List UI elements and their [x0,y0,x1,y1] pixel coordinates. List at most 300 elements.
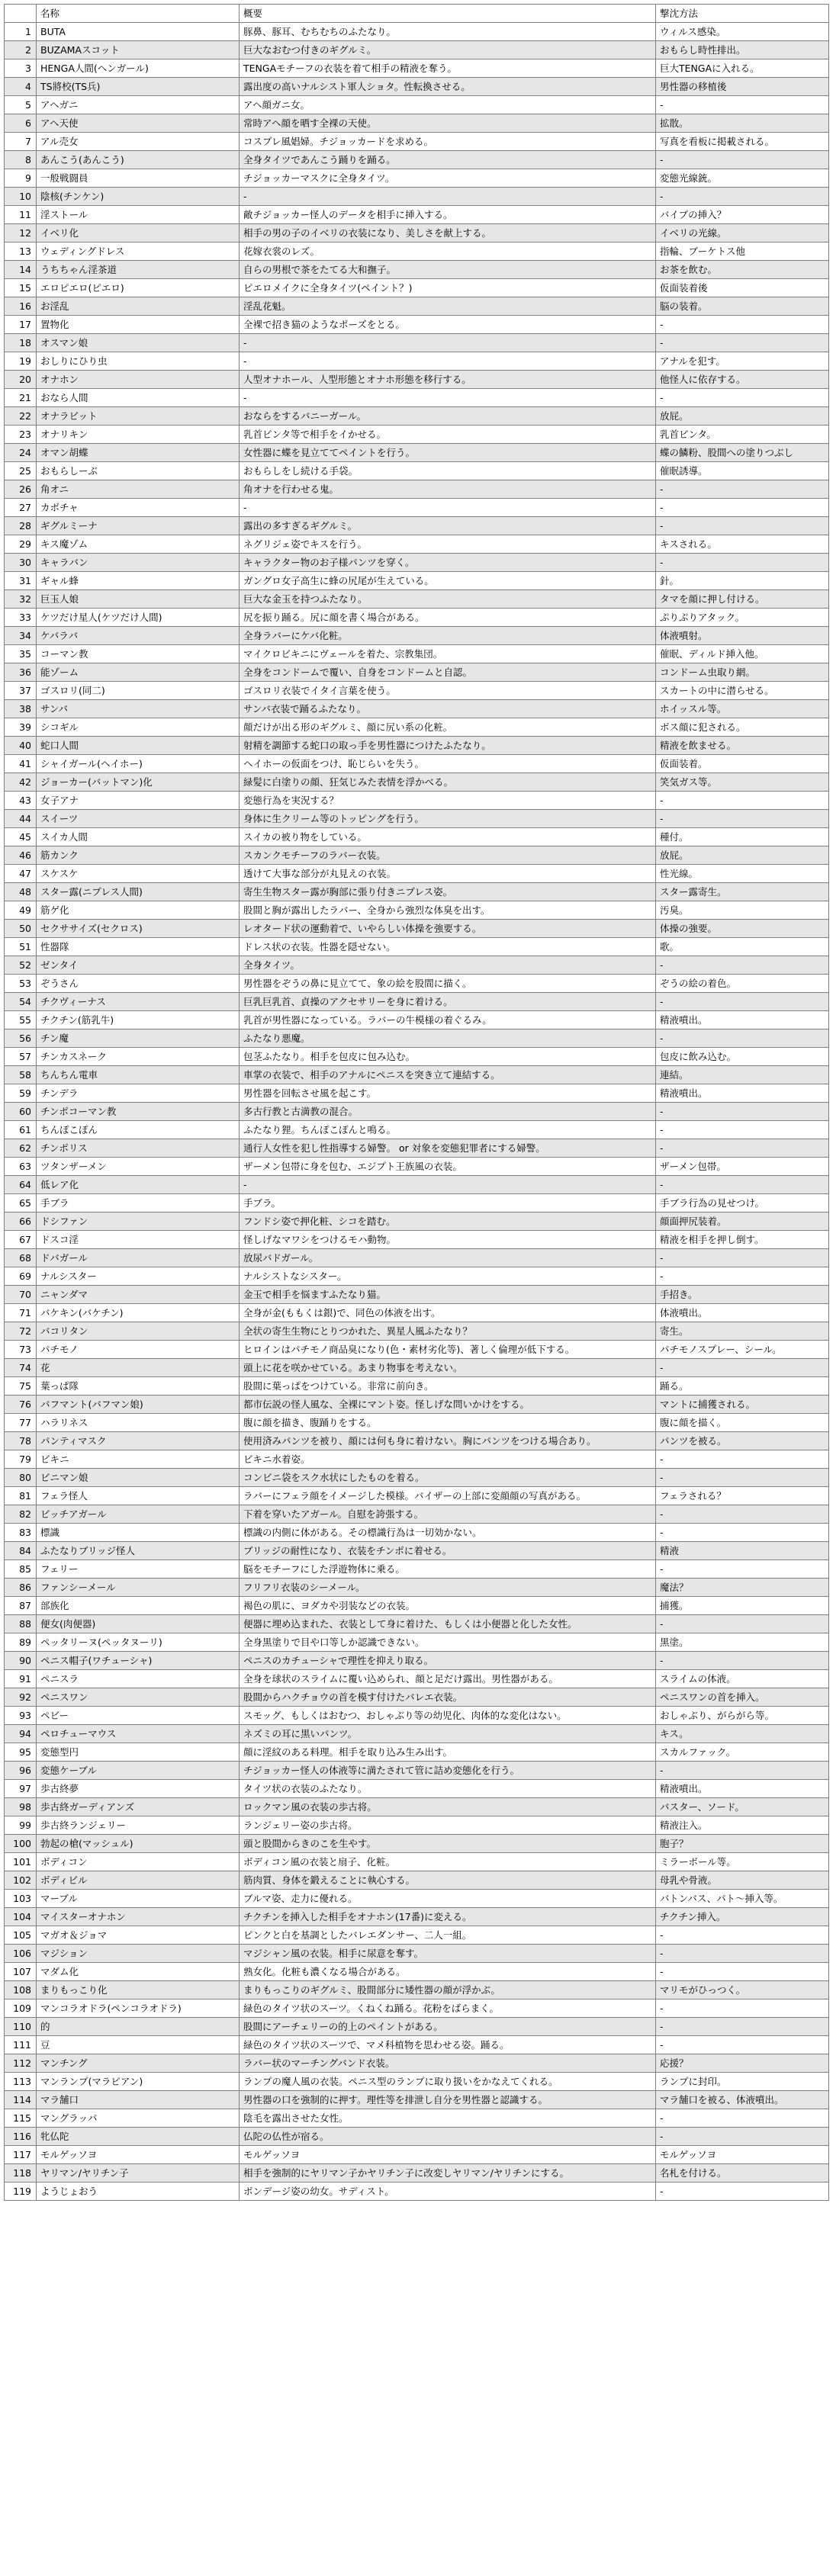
table-row [5,1780,829,1798]
row-number: 42 [5,773,37,792]
row-name: ケバラバ [37,627,240,645]
row-method: 汚臭。 [656,901,829,920]
row-summary: モルゲッソヨ [240,2146,656,2164]
row-method: スター露寄生。 [656,883,829,901]
row-summary: 都市伝説の怪人風な、全裸にマント姿。怪しげな問いかけをする。 [240,1396,656,1414]
table-row [5,243,829,261]
row-method: 放屁。 [656,846,829,865]
row-method: イベリの光線。 [656,224,829,243]
row-name: 置物化 [37,316,240,334]
row-summary: フンドシ姿で押化粧、シコを踏む。 [240,1213,656,1231]
table-row [5,1048,829,1066]
row-number: 4 [5,78,37,96]
row-number: 91 [5,1670,37,1688]
table-row [5,1029,829,1048]
row-number: 72 [5,1322,37,1341]
row-summary: 全身ラバーにケバ化粧。 [240,627,656,645]
table-row [5,334,829,352]
row-number: 31 [5,572,37,590]
row-number: 73 [5,1341,37,1359]
row-method: 笑気ガス等。 [656,773,829,792]
row-number: 45 [5,828,37,846]
row-name: ぞうさん [37,975,240,993]
row-name: BUZAMAスコット [37,41,240,59]
row-number: 95 [5,1743,37,1762]
row-method: 指輪、ブーケトス他 [656,243,829,261]
data-table [4,4,829,2201]
row-summary: ナルシストなシスター。 [240,1267,656,1286]
row-number: 88 [5,1615,37,1633]
table-row [5,1176,829,1194]
header-number [5,5,37,23]
row-summary: ラバー状のマーチングバンド衣装。 [240,2054,656,2073]
row-summary: 尻を振り踊る。尻に顔を書く場合がある。 [240,609,656,627]
table-row [5,2146,829,2164]
row-summary: チジョッカーマスクに全身タイツ。 [240,169,656,188]
row-summary: マジシャン風の衣装。相手に尿意を奪す。 [240,1945,656,1963]
table-row [5,1377,829,1396]
row-name: ファンシーメール [37,1579,240,1597]
row-number: 39 [5,718,37,737]
table-row [5,1908,829,1926]
row-method: 精液噴出。 [656,1780,829,1798]
row-method: 精液を相手を押し倒す。 [656,1231,829,1249]
row-summary: 標識の内側に体がある。その標識行為は一切効かない。 [240,1524,656,1542]
row-name: シコギル [37,718,240,737]
row-summary: ネズミの耳に黒いパンツ。 [240,1725,656,1743]
table-row [5,1816,829,1835]
row-number: 51 [5,938,37,956]
table-row [5,572,829,590]
table-row [5,1432,829,1450]
table-row [5,2073,829,2091]
row-summary: 透けて大事な部分が丸見えの衣装。 [240,865,656,883]
row-method: 催眠、ディルド挿入他。 [656,645,829,663]
row-method: スカルファック。 [656,1743,829,1762]
row-number: 71 [5,1304,37,1322]
row-method: - [656,1176,829,1194]
row-method: 巨大TENGAに入れる。 [656,59,829,78]
row-number: 100 [5,1835,37,1853]
table-row [5,1688,829,1707]
row-method: - [656,2128,829,2146]
row-number: 118 [5,2164,37,2183]
row-method: 顔面押尻装着。 [656,1213,829,1231]
table-row [5,1505,829,1524]
row-name: マンチング [37,2054,240,2073]
row-summary: - [240,389,656,407]
row-summary: 多古行教と古満教の混合。 [240,1103,656,1121]
row-method: 精液注入。 [656,1816,829,1835]
row-method: 体液噴射。 [656,627,829,645]
row-summary: 使用済みパンツを被り、顔には何も身に着けない。胸にパンツをつける場合あり。 [240,1432,656,1450]
table-row [5,1670,829,1688]
table-row [5,1286,829,1304]
row-method: 精液 [656,1542,829,1560]
row-number: 61 [5,1121,37,1139]
row-name: ドバガール [37,1249,240,1267]
row-number: 13 [5,243,37,261]
row-name: パンティマスク [37,1432,240,1450]
table-row [5,1743,829,1762]
row-summary: スカンクモチーフのラバー衣装。 [240,846,656,865]
row-method: お茶を飲む。 [656,261,829,279]
row-number: 80 [5,1469,37,1487]
row-summary: 金玉で相手を悩ますふたなり猫。 [240,1286,656,1304]
row-method: - [656,1505,829,1524]
row-name: 手ブラ [37,1194,240,1213]
row-method: アナルを犯す。 [656,352,829,371]
row-number: 83 [5,1524,37,1542]
row-number: 70 [5,1286,37,1304]
row-number: 54 [5,993,37,1011]
row-method: - [656,188,829,206]
row-summary: 褐色の肌に、ヨダカや羽装などの衣装。 [240,1597,656,1615]
row-summary: チクチンを挿入した相手をオナホン(17番)に変える。 [240,1908,656,1926]
row-summary: ネグリジェ姿でキスを行う。 [240,535,656,554]
table-row [5,1652,829,1670]
table-row [5,1213,829,1231]
row-name: 女子アナ [37,792,240,810]
table-row [5,1194,829,1213]
row-method: 胞子？ [656,1835,829,1853]
row-method: - [656,151,829,169]
row-name: チクチン(筋乳牛) [37,1011,240,1029]
table-row [5,371,829,389]
row-name: おなら人間 [37,389,240,407]
row-summary: 寄生生物スター露が胸部に張り付きニプレス姿。 [240,883,656,901]
row-method: 腹に顔を描く。 [656,1414,829,1432]
row-name: オナリキン [37,426,240,444]
table-row [5,1542,829,1560]
row-method: 放屁。 [656,407,829,426]
row-method: - [656,2183,829,2201]
row-method: - [656,1945,829,1963]
row-number: 97 [5,1780,37,1798]
row-summary: 全身タイツ。 [240,956,656,975]
row-number: 75 [5,1377,37,1396]
table-row [5,78,829,96]
row-method: - [656,1652,829,1670]
row-summary: コンビニ袋をスク水状にしたものを着る。 [240,1469,656,1487]
row-number: 33 [5,609,37,627]
table-row [5,261,829,279]
row-summary: 緑色のタイツ状のスーツで、マメ科植物を思わせる姿。踊る。 [240,2036,656,2054]
row-summary: スイカの被り物をしている。 [240,828,656,846]
row-summary: 全身を球状のスライムに覆い込められ、顔と足だけ露出。男性器がある。 [240,1670,656,1688]
row-number: 99 [5,1816,37,1835]
row-name: セクササイズ(セクロス) [37,920,240,938]
row-name: パチモノ [37,1341,240,1359]
table-body [5,23,829,2201]
table-row [5,1414,829,1432]
row-number: 110 [5,2018,37,2036]
row-number: 76 [5,1396,37,1414]
row-number: 78 [5,1432,37,1450]
row-name: 歩古終ランジェリー [37,1816,240,1835]
row-summary: 身体に生クリーム等のトッピングを行う。 [240,810,656,828]
table-row [5,114,829,133]
row-method: - [656,1615,829,1633]
table-row [5,956,829,975]
row-method: - [656,1359,829,1377]
row-number: 20 [5,371,37,389]
spreadsheet [4,4,828,2201]
row-method: バトンバス、パト～挿入等。 [656,1890,829,1908]
row-summary: ボディコン風の衣装と扇子、化粧。 [240,1853,656,1871]
row-summary: 車掌の衣装で、相手のアナルにペニスを突き立て連結する。 [240,1066,656,1084]
row-name: マガオ＆ジョマ [37,1926,240,1945]
table-row [5,1981,829,1999]
row-method: コンドーム虫取り網。 [656,663,829,682]
table-row [5,1707,829,1725]
table-row [5,1579,829,1597]
row-name: スター露(ニプレス人間) [37,883,240,901]
row-method: 脳の装着。 [656,297,829,316]
table-row [5,901,829,920]
row-name: スイーツ [37,810,240,828]
table-row [5,810,829,828]
row-number: 36 [5,663,37,682]
row-method: - [656,1524,829,1542]
row-number: 89 [5,1633,37,1652]
row-name: アヘガニ [37,96,240,114]
row-summary: 全身タイツであんこう踊りを踊る。 [240,151,656,169]
row-name: オマン胡蝶 [37,444,240,462]
row-method: - [656,554,829,572]
table-row [5,1103,829,1121]
row-summary: 全身が金(ももくは銀)で、同色の体液を出す。 [240,1304,656,1322]
row-method: ザーメン包帯。 [656,1158,829,1176]
row-summary: 人型オナホール、人型形態とオナホ形態を移行する。 [240,371,656,389]
row-summary: 角オナを行わせる鬼。 [240,480,656,499]
row-method: ウィルス感染。 [656,23,829,41]
row-number: 34 [5,627,37,645]
row-summary: ふたなり悪魔。 [240,1029,656,1048]
row-summary: ブリッジの耐性になり、衣装をチンポに着せる。 [240,1542,656,1560]
row-name: ヤリマン/ヤリチン子 [37,2164,240,2183]
row-method: 踊る。 [656,1377,829,1396]
row-name: おもらしーぶ [37,462,240,480]
row-summary: 緑髪に白塗りの顔、狂気じみた表情を浮かべる。 [240,773,656,792]
table-row [5,682,829,700]
row-number: 86 [5,1579,37,1597]
row-name: ゼンタイ [37,956,240,975]
row-method: スカートの中に潜らせる。 [656,682,829,700]
row-name: ちんぽこぽん [37,1121,240,1139]
row-name: ボディビル [37,1871,240,1890]
row-number: 35 [5,645,37,663]
row-method: スライムの体液。 [656,1670,829,1688]
row-method: バイブの挿入？ [656,206,829,224]
row-method: 種付。 [656,828,829,846]
row-name: おしりにひり虫 [37,352,240,371]
row-summary: 淫乱花魁。 [240,297,656,316]
row-method: - [656,499,829,517]
row-summary: チジョッカー怪人の体液等に満たされて管に詰め変態化を行う。 [240,1762,656,1780]
row-method: ぞうの絵の着色。 [656,975,829,993]
row-name: ビニマン娘 [37,1469,240,1487]
row-number: 6 [5,114,37,133]
row-method: 体操の強要。 [656,920,829,938]
row-number: 59 [5,1084,37,1103]
table-row [5,462,829,480]
row-name: 性器隊 [37,938,240,956]
row-number: 2 [5,41,37,59]
row-summary: 通行人女性を犯し性指導する婦警。 or 対象を変態犯罪者にする婦警。 [240,1139,656,1158]
row-number: 102 [5,1871,37,1890]
row-summary: 乳首が男性器になっている。ラバーの牛模様の着ぐるみ。 [240,1011,656,1029]
table-row [5,1396,829,1414]
row-number: 30 [5,554,37,572]
row-summary: 包茎ふたなり。相手を包皮に包み込む。 [240,1048,656,1066]
row-name: バコリタン [37,1322,240,1341]
row-method: - [656,1121,829,1139]
row-summary: 仏陀の仏性が宿る。 [240,2128,656,2146]
row-number: 96 [5,1762,37,1780]
row-number: 22 [5,407,37,426]
row-method: 精液を飲ませる。 [656,737,829,755]
table-row [5,206,829,224]
table-row [5,96,829,114]
table-row [5,645,829,663]
row-name: コーマン教 [37,645,240,663]
row-method: パンツを被る。 [656,1432,829,1450]
table-row [5,1304,829,1322]
row-method: キス。 [656,1725,829,1743]
row-name: イベリ化 [37,224,240,243]
row-name: 標識 [37,1524,240,1542]
row-summary: ピエロメイクに全身タイツ(ペイント？) [240,279,656,297]
row-summary: 顔だけが出る形のギグルミ、顔に尻い系の化粧。 [240,718,656,737]
row-name: ようじょおう [37,2183,240,2201]
table-row [5,1322,829,1341]
table-row [5,718,829,737]
row-name: オナホン [37,371,240,389]
row-number: 63 [5,1158,37,1176]
row-summary: - [240,188,656,206]
row-name: キャラバン [37,554,240,572]
table-row [5,352,829,371]
row-name: 筋ゲ化 [37,901,240,920]
row-summary: 巨乳巨乳首、貞操のアクセサリーを身に着ける。 [240,993,656,1011]
row-summary: 放尿バドガール。 [240,1249,656,1267]
row-number: 25 [5,462,37,480]
row-summary: マイクロビキニにヴェールを着た、宗教集団。 [240,645,656,663]
row-name: ペニス帽子(ワチューシャ) [37,1652,240,1670]
row-summary: 緑色のタイツ状のスーツ。くねくね踊る。花粉をばらまく。 [240,1999,656,2018]
row-method: バスター、ソード。 [656,1798,829,1816]
row-summary: ゴスロリ衣装でイタイ言葉を使う。 [240,682,656,700]
table-row [5,41,829,59]
row-name: マーブル [37,1890,240,1908]
row-number: 29 [5,535,37,554]
table-row [5,846,829,865]
row-name: ふたなりブリッジ怪人 [37,1542,240,1560]
row-summary: 巨大な金玉を持つふたなり。 [240,590,656,609]
row-summary: 筋肉質、身体を鍛えることに執心する。 [240,1871,656,1890]
row-name: ギグルミーナ [37,517,240,535]
row-number: 10 [5,188,37,206]
row-name: あんこう(あんこう) [37,151,240,169]
row-name: ギャル蜂 [37,572,240,590]
row-summary: 腹に顔を描き、腹踊りをする。 [240,1414,656,1432]
row-name: チンカスネーク [37,1048,240,1066]
row-number: 93 [5,1707,37,1725]
table-row [5,755,829,773]
row-method: 催眠誘導。 [656,462,829,480]
row-name: マンランプ(マラピアン) [37,2073,240,2091]
table-row [5,535,829,554]
table-row [5,1359,829,1377]
table-row [5,1633,829,1652]
row-method: パチモノスプレー、シール。 [656,1341,829,1359]
row-number: 9 [5,169,37,188]
row-number: 12 [5,224,37,243]
row-summary: 便器に埋め込まれた、衣装として身に着けた、もしくは小便器と化した女性。 [240,1615,656,1633]
row-name: ボディコン [37,1853,240,1871]
row-name: ハラリネス [37,1414,240,1432]
table-row [5,133,829,151]
row-name: 花 [37,1359,240,1377]
row-method: - [656,1450,829,1469]
row-summary: 手ブラ。 [240,1194,656,1213]
row-method: 針。 [656,572,829,590]
table-row [5,1084,829,1103]
row-number: 115 [5,2109,37,2128]
row-summary: 射精を調節する蛇口の取っ手を男性器につけたふたなり。 [240,737,656,755]
row-method: - [656,1249,829,1267]
row-name: 牝仏陀 [37,2128,240,2146]
table-row [5,1999,829,2018]
row-name: ニャンダマ [37,1286,240,1304]
row-name: BUTA [37,23,240,41]
row-method: おもらし時性排出。 [656,41,829,59]
table-row [5,2183,829,2201]
row-method: ボス顔に犯される。 [656,718,829,737]
table-row [5,1871,829,1890]
row-method: フェラされる？ [656,1487,829,1505]
table-row [5,1121,829,1139]
row-summary: おもらしをし続ける手袋。 [240,462,656,480]
row-method: 性光線。 [656,865,829,883]
row-method: マントに捕獲される。 [656,1396,829,1414]
row-summary: コスプレ風娼婦。チジョッカードを求める。 [240,133,656,151]
row-name: アル売女 [37,133,240,151]
row-name: 変態ケーブル [37,1762,240,1780]
table-row [5,1469,829,1487]
row-number: 18 [5,334,37,352]
row-method: 黒塗。 [656,1633,829,1652]
row-number: 27 [5,499,37,517]
row-number: 11 [5,206,37,224]
row-method: - [656,1999,829,2018]
row-method: ぷりぷりアタック。 [656,609,829,627]
row-name: ビッチアガール [37,1505,240,1524]
row-number: 3 [5,59,37,78]
table-row [5,2018,829,2036]
row-method: - [656,96,829,114]
table-row [5,737,829,755]
table-row [5,1926,829,1945]
row-name: 能ゾーム [37,663,240,682]
table-row [5,1615,829,1633]
row-method: ランプに封印。 [656,2073,829,2091]
row-summary: 陰毛を露出させた女性。 [240,2109,656,2128]
table-row [5,938,829,956]
row-number: 41 [5,755,37,773]
table-row [5,554,829,572]
